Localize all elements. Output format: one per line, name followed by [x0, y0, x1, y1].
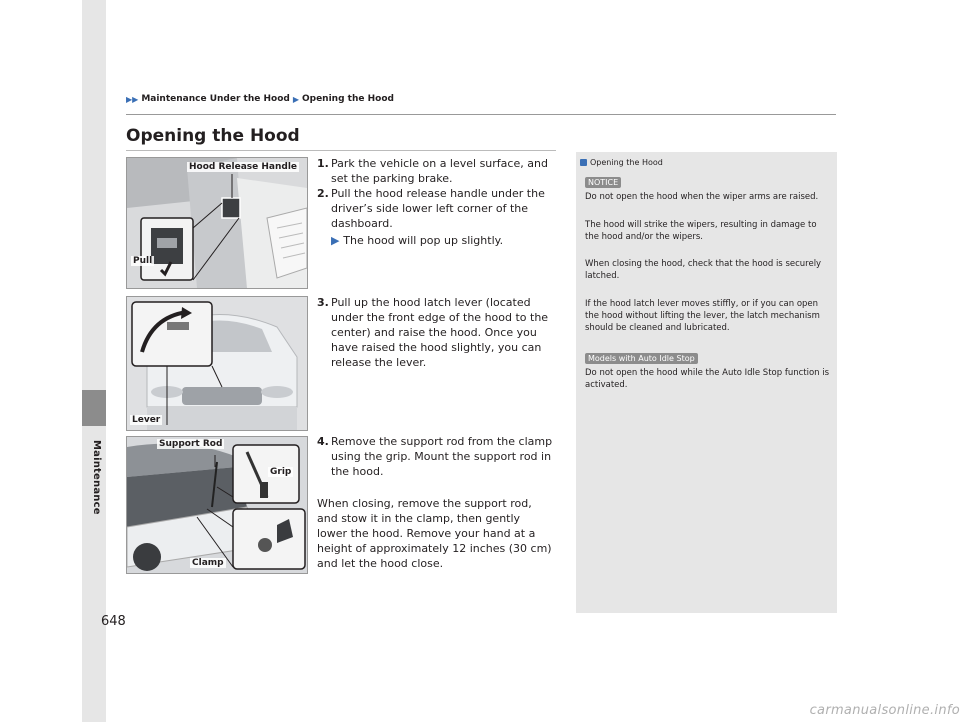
callout-hood-release-handle: Hood Release Handle — [189, 162, 298, 172]
result-arrow-icon: ▶ — [331, 234, 344, 247]
breadcrumb-current: Opening the Hood — [301, 94, 394, 104]
breadcrumb-arrow-icon: ▶▶ — [126, 94, 139, 104]
title-divider — [126, 150, 556, 151]
step-3: 3. Pull up the hood latch lever (located under the front edge of the hood to the center) and raise the hood. Once you have raised the hood slightly, you can release the lever. — [317, 296, 549, 369]
breadcrumb-link-parent[interactable]: Maintenance Under the Hood — [141, 94, 290, 104]
step-1: 1. Park the vehicle on a level surface, and set the parking brake. — [317, 157, 548, 185]
watermark: carmanualsonline.info — [809, 703, 960, 718]
note-text-3: When closing the hood, check that the hood is securely latched. — [585, 259, 822, 281]
closing-instructions: When closing, remove the support rod, and stow it in the clamp, then gently lower the hood. Remove your hand at a height of approximately 12 inches (30 cm) and let the hood close. — [317, 497, 552, 570]
note-text-1: Do not open the hood when the wiper arms are raised. — [585, 192, 819, 202]
breadcrumb-arrow-icon: ▶ — [292, 94, 299, 104]
notice-badge: NOTICE — [585, 177, 621, 188]
callout-clamp: Clamp — [192, 558, 224, 568]
support-rod-illustration — [126, 436, 308, 574]
note-heading — [580, 158, 663, 167]
step-4: 4. Remove the support rod from the clamp using the grip. Mount the support rod in the hood. — [317, 435, 553, 478]
note-heading-text: Opening the Hood — [590, 158, 663, 167]
step-2-result: ▶ The hood will pop up slightly. — [331, 234, 504, 247]
reference-icon — [580, 159, 587, 166]
hood-latch-lever-illustration — [126, 296, 308, 431]
note-box — [576, 152, 837, 613]
breadcrumb — [126, 94, 394, 104]
section-tab-label: Maintenance — [91, 440, 102, 515]
models-badge: Models with Auto Idle Stop — [585, 353, 698, 364]
callout-lever: Lever — [132, 415, 161, 425]
callout-pull: Pull — [133, 256, 153, 266]
note-text-5: Do not open the hood while the Auto Idle Stop function is activated. — [585, 368, 830, 390]
note-text-2: The hood will strike the wipers, resulting in damage to the hood and/or the wipers. — [585, 220, 817, 242]
callout-grip: Grip — [270, 467, 292, 477]
page-title: Opening the Hood — [126, 126, 300, 146]
hood-release-illustration — [126, 157, 308, 289]
note-text-4: If the hood latch lever moves stiffly, or if you can open the hood without lifting the lever, the latch mechanism should be cleaned and lubricated. — [585, 299, 820, 333]
step-2: 2. Pull the hood release handle under the driver’s side lower left corner of the dashboard. — [317, 187, 545, 230]
page-number: 648 — [101, 614, 126, 629]
header-divider — [126, 114, 836, 115]
callout-support-rod: Support Rod — [159, 439, 223, 449]
